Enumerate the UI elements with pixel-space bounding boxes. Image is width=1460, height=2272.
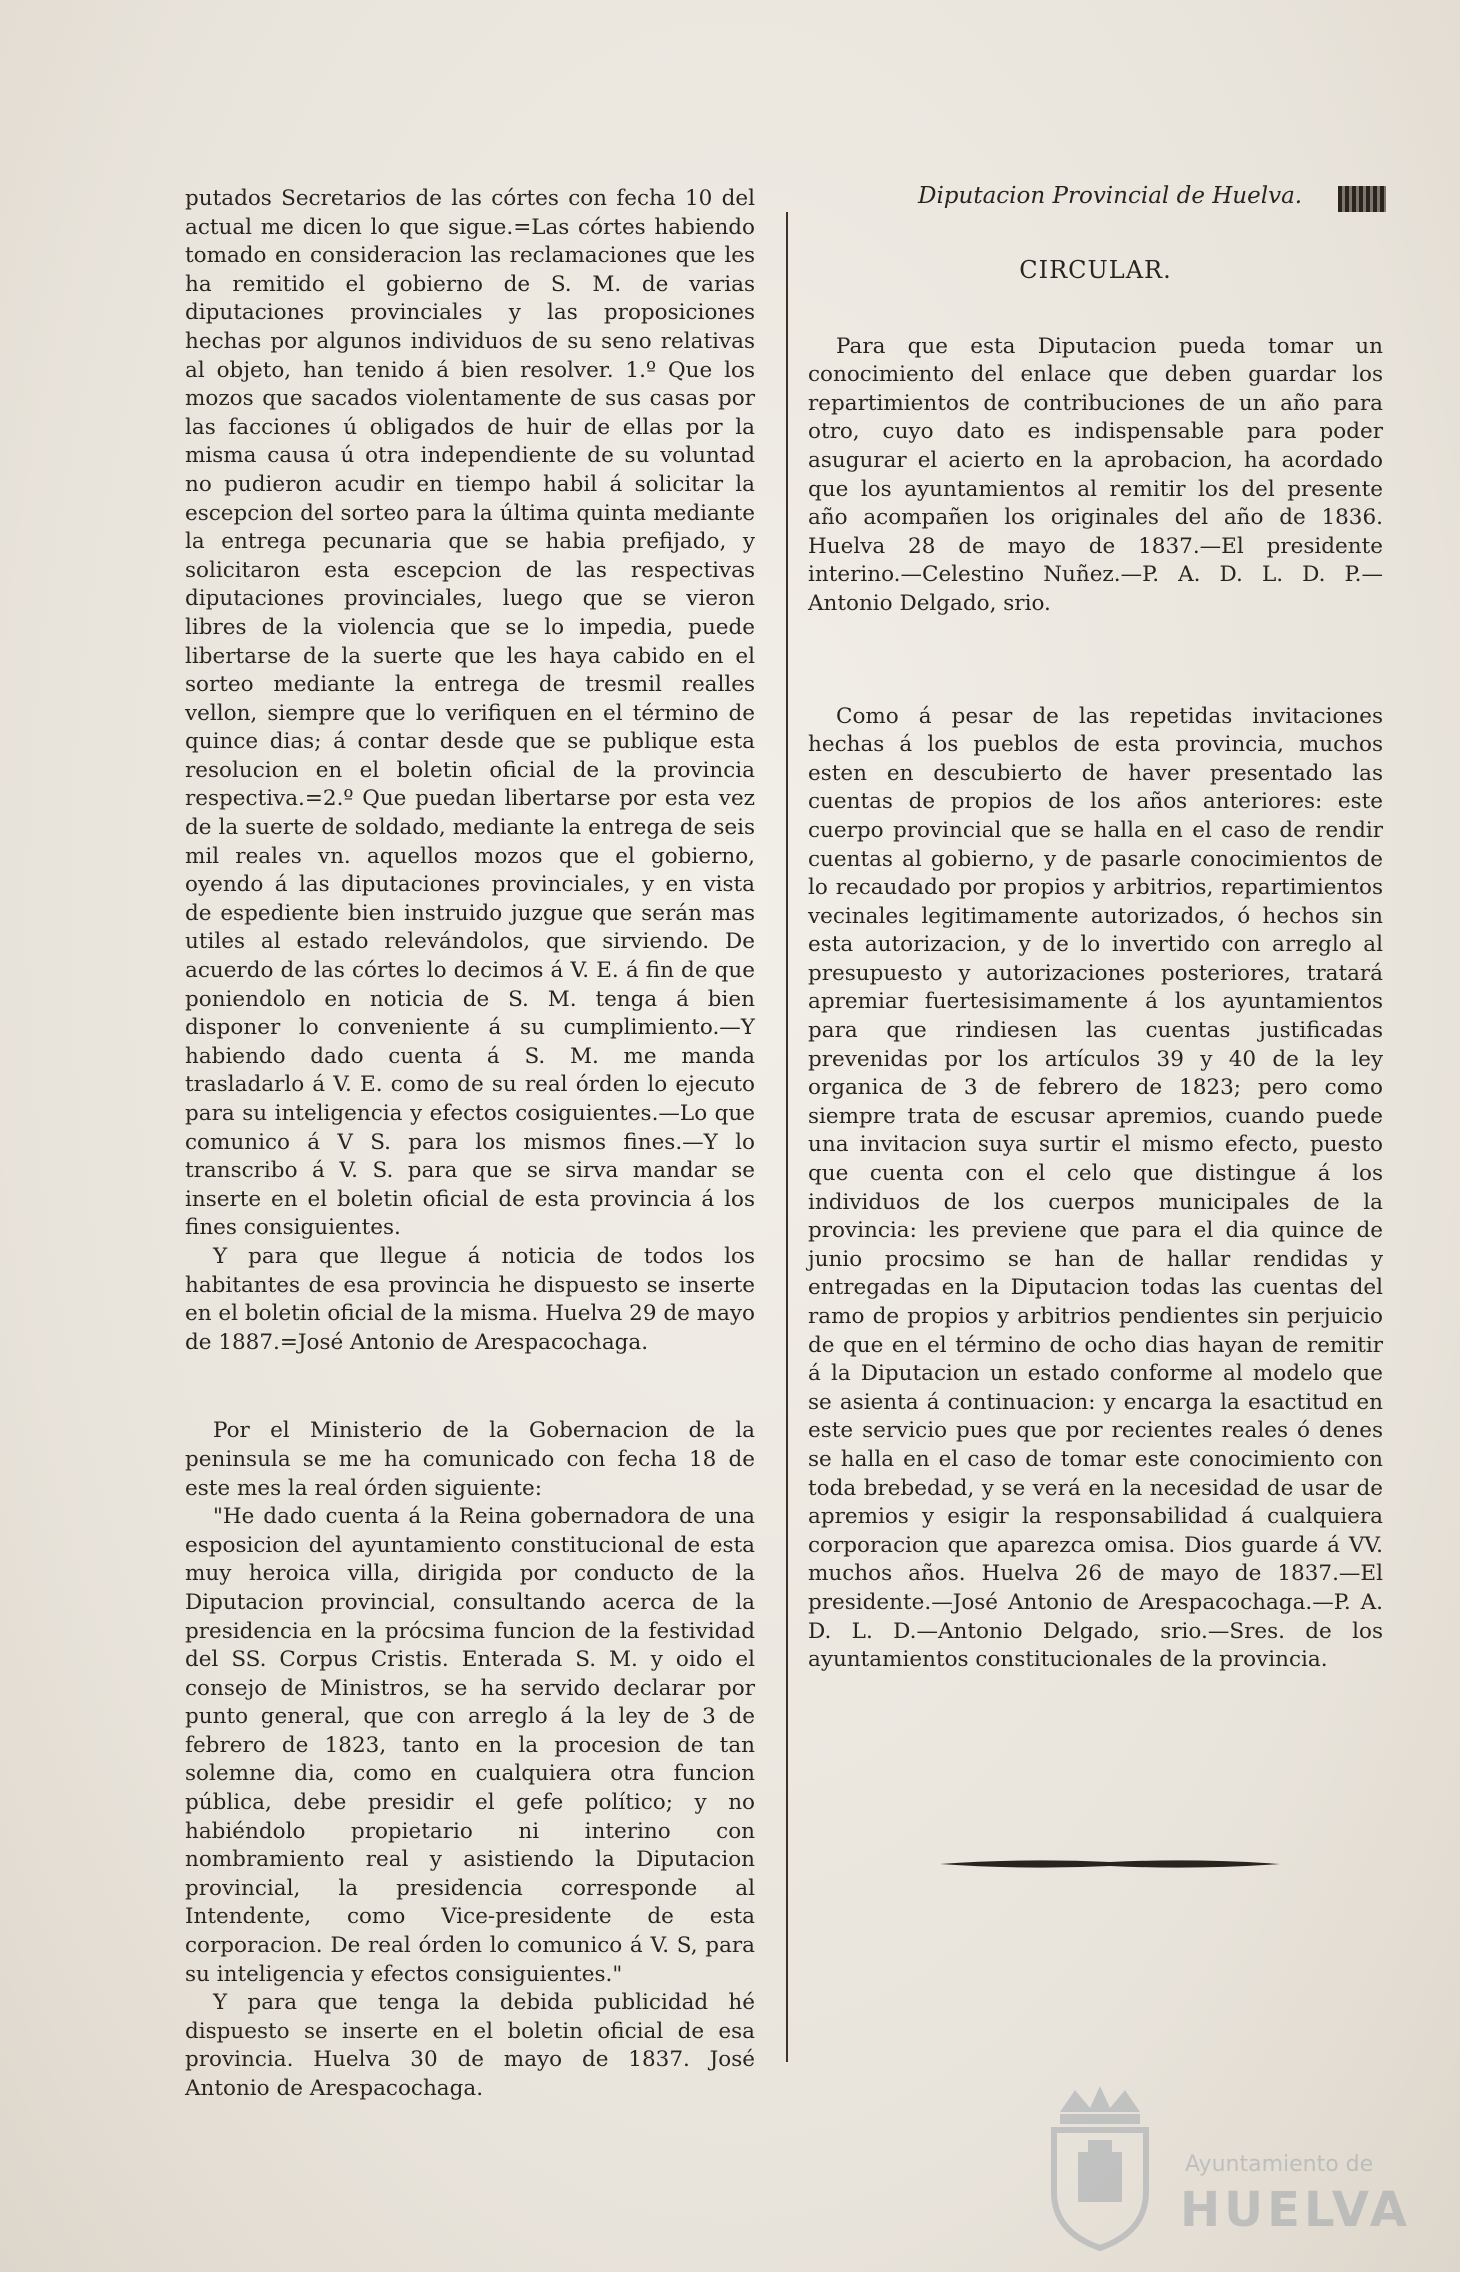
- header-title: Diputacion Provincial de Huelva.: [918, 183, 1303, 209]
- watermark-logo: [1040, 2060, 1411, 2260]
- page-number-mark: [1338, 186, 1386, 212]
- crown-shield-icon: [1040, 2082, 1160, 2252]
- watermark-line-1: Ayuntamiento de: [1185, 2152, 1374, 2177]
- right-column: [808, 182, 1383, 1675]
- left-paragraph-4: "He dado cuenta á la Reina gobernadora de una esposicion del ayuntamiento constitucional de esta muy heroica villa, dirigida por conducto de la Diputacion provincial, consultando acerca de la presidencia en la prócsima funcion de la festividad del SS. Corpus Cristis. Enterada S. M. y oido el consejo de Ministros, se ha servido declarar por punto general, que con arreglo á la ley de 3 de febrero de 1823, tanto en la procesion de tan solemne dia, como en cualquiera otra funcion pública, debe presidir el gefe político; y no habiéndolo propietario ni interino con nombramiento real y asistiendo la Diputacion provincial, la presidencia corresponde al Intendente, como Vice-presidente de esta corporacion. De real órden lo comunico á V. S, para su inteligencia y efectos consiguientes.": [185, 1504, 755, 1987]
- left-column: [185, 185, 755, 2104]
- spacer: [185, 1357, 755, 1417]
- spacer: [808, 619, 1383, 703]
- left-paragraph-5: Y para que tenga la debida publicidad hé dispuesto se inserte en el boletin oficial de esa provincia. Huelva 30 de mayo de 1837. José Antonio de Arespacochaga.: [185, 1990, 755, 2101]
- page-header: [808, 182, 1383, 222]
- right-paragraph-2: Como á pesar de las repetidas invitaciones hechas á los pueblos de esta provincia, muchos esten en descubierto de haver presentado las cuentas de propios de los años anteriores: este cuerpo provincial que se halla en el caso de rendir cuentas al gobierno, y de pasarle conocimientos de lo recaudado por propios y arbitrios, repartimientos vecinales legitimamente autorizados, ó hechos sin esta autorizacion, y de lo invertido con arreglo al presupuesto y autorizaciones posteriores, tratará apremiar fuertesisimamente á los ayuntamientos para que rindiesen las cuentas justificadas prevenidas por los artículos 39 y 40 de la ley organica de 3 de febrero de 1823; pero como siempre trata de escusar apremios, cuando puede una invitacion suya surtir el mismo efecto, puesto que cuenta con el celo que distingue á los individuos de los cuerpos municipales de la provincia: les previene que para el dia quince de junio procsimo se han de hallar rendidas y entregadas en la Diputacion todas las cuentas del ramo de propios y arbitrios pendientes sin perjuicio de que en el término de ocho dias hayan de remitir á la Diputacion un estado conforme al modelo que se asienta á continuacion: y encarga la esactitud en este servicio pues que por recientes reales ó denes se halla en el caso de tomar este conocimiento con toda brebedad, y se verá en la necesidad de usar de apremios y esigir la responsabilidad á cualquiera corporacion que aparezca omisa. Dios guarde á VV. muchos años. Huelva 26 de mayo de 1837.—El presidente.—José Antonio de Arespacochaga.—P. A. D. L. D.—Antonio Delgado, srio.—Sres. de los ayuntamientos constitucionales de la provincia.: [808, 703, 1383, 1673]
- column-divider: [786, 212, 788, 2062]
- right-paragraph-1: Para que esta Diputacion pueda tomar un conocimiento del enlace que deben guardar los repartimientos de contribuciones de un año para otro, cuyo dato es indispensable para poder asugurar el acierto en la aprobacion, ha acordado que los ayuntamientos al remitir los del presente año acompañen los originales del año de 1836. Huelva 28 de mayo de 1837.—El presidente interino.—Celestino Nuñez.—P. A. D. L. D. P.—Antonio Delgado, srio.: [808, 333, 1383, 616]
- circular-title: CIRCULAR.: [1019, 256, 1172, 284]
- left-paragraph-1: putados Secretarios de las córtes con fecha 10 del actual me dicen lo que sigue.=Las córtes habiendo tomado en consideracion las reclamaciones que les ha remitido el gobierno de S. M. de varias diputaciones provinciales y las proposiciones hechas por algunos individuos de su seno relativas al objeto, han tenido á bien resolver. 1.º Que los mozos que sacados violentamente de sus casas por las facciones ú obligados de huir de ellas por la misma causa ú otra independiente de su voluntad no pudieron acudir en tiempo habil á solicitar la escepcion del sorteo para la última quinta mediante la entrega pecunaria que se habia prefijado, y solicitaron esta escepcion de las respectivas diputaciones provinciales, luego que se vieron libres de la violencia que se lo impedia, puede libertarse de la suerte que les haya cabido en el sorteo mediante la entrega de tresmil realles vellon, siempre que lo verifiquen en el término de quince dias; á contar desde que se publique esta resolucion en el boletin oficial de la provincia respectiva.=2.º Que puedan libertarse por esta vez de la suerte de soldado, mediante la entrega de seis mil reales vn. aquellos mozos que el gobierno, oyendo á las diputaciones provinciales, y en vista de espediente bien instruido juzgue que serán mas utiles al estado relevándolos, que sirviendo. De acuerdo de las córtes lo decimos á V. E. á fin de que poniendolo en noticia de S. M. tenga á bien disponer lo conveniente á su cumplimiento.—Y habiendo dado cuenta á S. M. me manda trasladarlo á V. E. como de su real órden lo ejecuto para su inteligencia y efectos cosiguientes.—Lo que comunico á V S. para los mismos fines.—Y lo transcribo á V. S. para que se sirva mandar se inserte en el boletin oficial de esta provincia á los fines consiguientes.: [185, 186, 755, 1241]
- left-paragraph-2: Y para que llegue á noticia de todos los habitantes de esa provincia he dispuesto se inserte en el boletin oficial de la misma. Huelva 29 de mayo de 1887.=José Antonio de Arespacochaga.: [185, 1243, 755, 1355]
- watermark-line-2: HUELVA: [1180, 2182, 1411, 2238]
- left-paragraph-3: Por el Ministerio de la Gobernacion de la peninsula se me ha comunicado con fecha 18 de este mes la real órden siguiente:: [185, 1418, 755, 1501]
- ornamental-rule: [940, 1854, 1280, 1874]
